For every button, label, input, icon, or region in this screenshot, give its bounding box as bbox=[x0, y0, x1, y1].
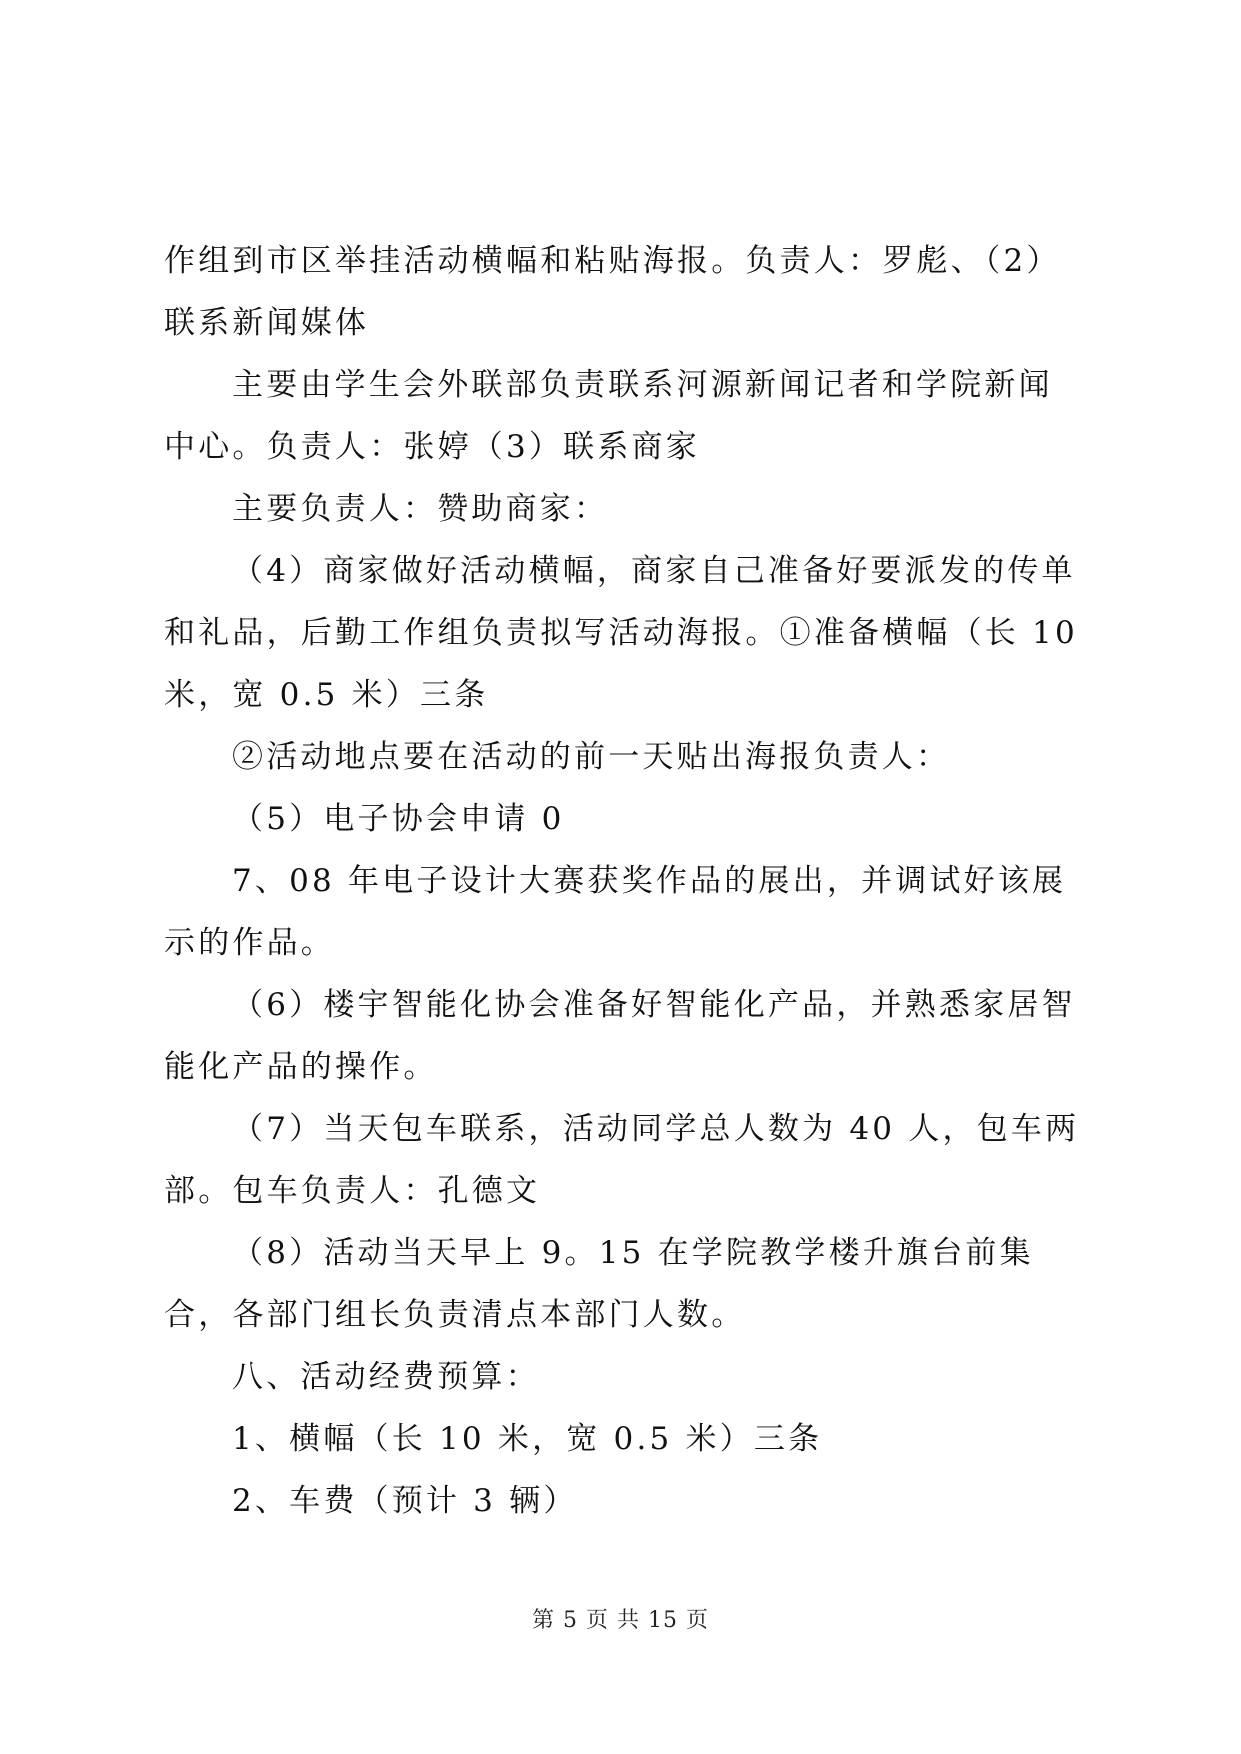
paragraph-5: ②活动地点要在活动的前一天贴出海报负责人： bbox=[232, 739, 951, 775]
paragraph-2: 主要由学生会外联部负责联系河源新闻记者和学院新闻中心。负责人：张婷（3）联系商家 bbox=[164, 367, 1053, 465]
paragraph-11: 八、活动经费预算： bbox=[232, 1359, 540, 1395]
paragraph-6: （5）电子协会申请 0 bbox=[232, 801, 565, 837]
paragraph-8: （6）楼宇智能化协会准备好智能化产品，并熟悉家居智能化产品的操作。 bbox=[164, 987, 1076, 1085]
paragraph-1: 作组到市区举挂活动横幅和粘贴海报。负责人：罗彪、（2）联系新闻媒体 bbox=[164, 243, 1061, 341]
paragraph-3: 主要负责人：赞助商家： bbox=[232, 491, 609, 527]
paragraph-9: （7）当天包车联系，活动同学总人数为 40 人，包车两部。包车负责人：孔德文 bbox=[164, 1111, 1080, 1209]
page-footer: 第 5 页 共 15 页 bbox=[532, 1608, 709, 1633]
paragraph-7: 7、08 年电子设计大赛获奖作品的展出，并调试好该展示的作品。 bbox=[164, 863, 1067, 961]
paragraph-13: 2、车费（预计 3 辆） bbox=[232, 1483, 578, 1519]
paragraph-4: （4）商家做好活动横幅，商家自己准备好要派发的传单和礼品，后勤工作组负责拟写活动海报。①准备横幅（长 10 米，宽 0.5 米）三条 bbox=[164, 553, 1091, 713]
paragraph-10: （8）活动当天早上 9。15 在学院教学楼升旗台前集合，各部门组长负责清点本部门人数。 bbox=[164, 1235, 1034, 1333]
document-body bbox=[164, 230, 1091, 1532]
paragraph-12: 1、横幅（长 10 米，宽 0.5 米）三条 bbox=[232, 1421, 823, 1457]
